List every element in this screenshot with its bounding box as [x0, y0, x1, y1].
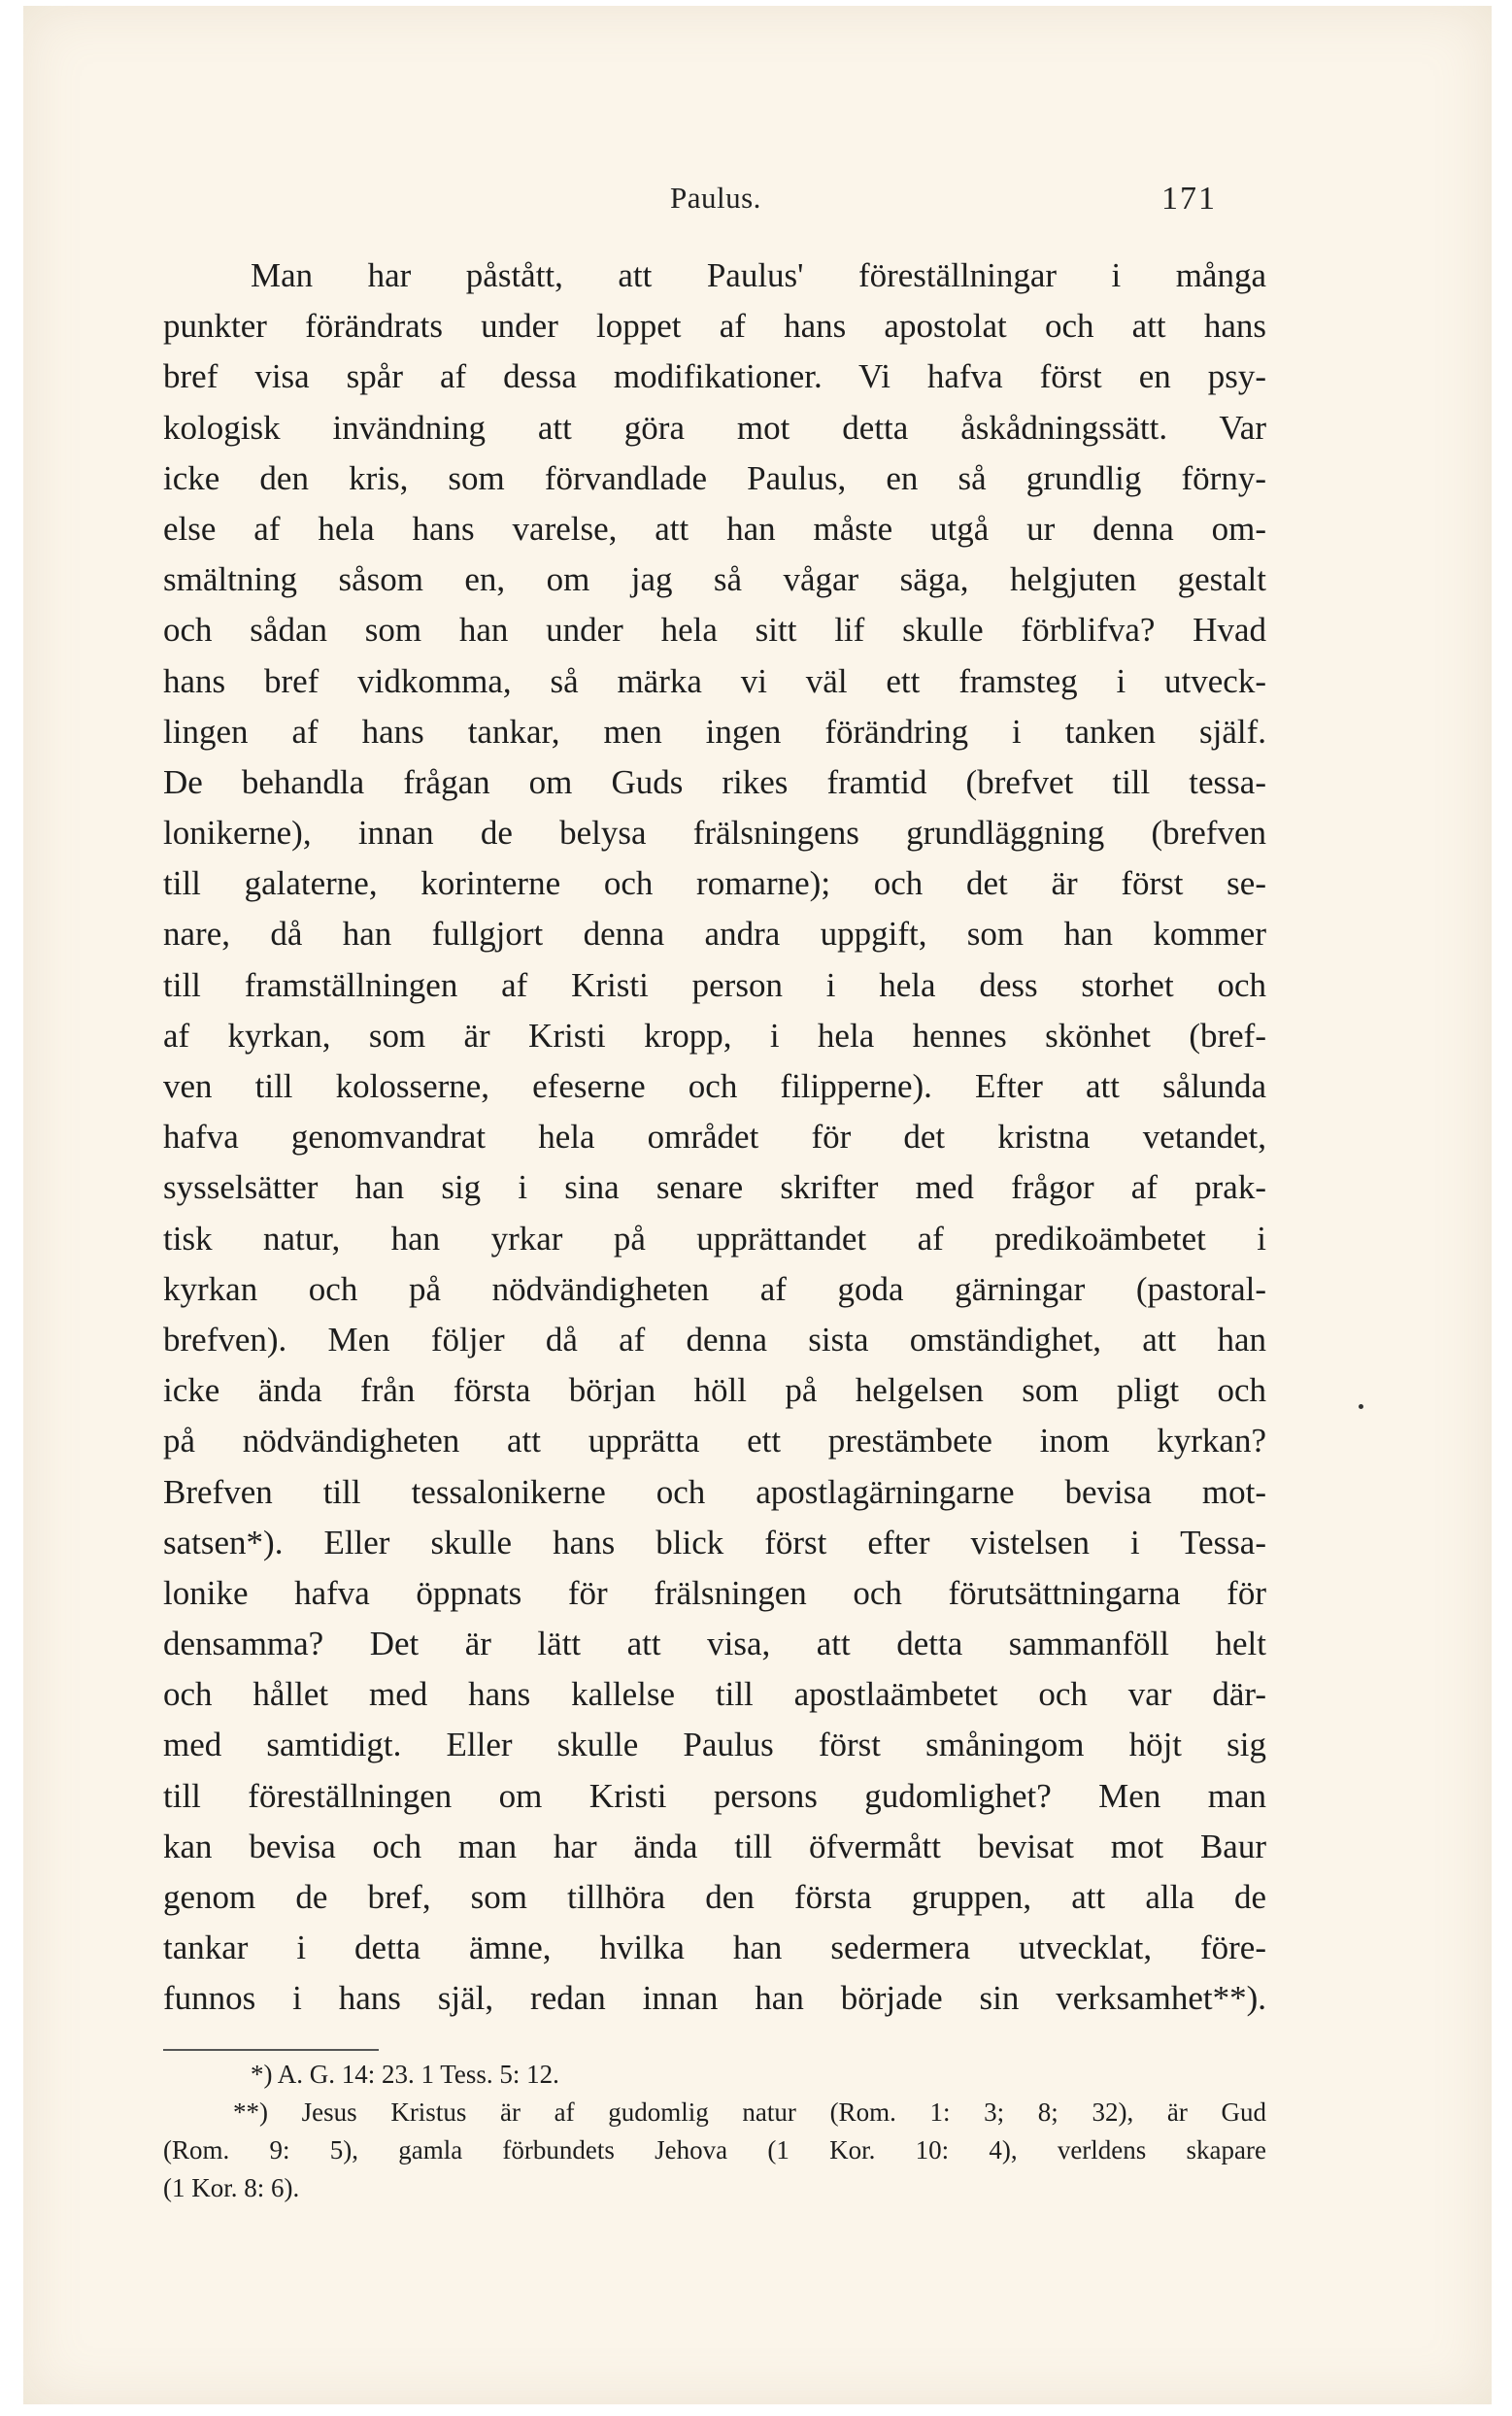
page-number: 171: [1161, 181, 1217, 217]
footnote-2-line: **) Jesus Kristus är af gudomlig natur (Rom. 1: 3; 8; 32), är Gud: [233, 2097, 1266, 2127]
text-line: satsen*). Eller skulle hans blick först efter vistelsen i Tessa-: [163, 1523, 1266, 1561]
text-line: genom de bref, som tillhöra den första gruppen, att alla de: [163, 1878, 1266, 1916]
text-line: lingen af hans tankar, men ingen förändring i tanken själf.: [163, 712, 1266, 751]
text-line: else af hela hans varelse, att han måste utgå ur denna om-: [163, 509, 1266, 548]
text-line: lonikerne), innan de belysa frälsningens grundläggning (brefven: [163, 814, 1266, 853]
text-line: icke den kris, som förvandlade Paulus, en så grundlig förny-: [163, 458, 1266, 497]
text-line: med samtidigt. Eller skulle Paulus först småningom höjt sig: [163, 1726, 1266, 1764]
text-line: Man har påstått, att Paulus' föreställningar i många: [251, 256, 1266, 294]
text-line: till framställningen af Kristi person i hela dess storhet och: [163, 965, 1266, 1004]
text-line: sysselsätter han sig i sina senare skrifter med frågor af prak-: [163, 1168, 1266, 1207]
margin-speck: [1359, 1404, 1363, 1409]
text-line: lonike hafva öppnats för frälsningen och förutsättningarna för: [163, 1573, 1266, 1612]
text-line: funnos i hans själ, redan innan han började sin verksamhet**).: [163, 1979, 1266, 2018]
footnote-2-line: (1 Kor. 8: 6).: [163, 2173, 300, 2202]
text-line: kyrkan och på nödvändigheten af goda gärningar (pastoral-: [163, 1269, 1266, 1308]
text-line: Brefven till tessalonikerne och apostlagärningarne bevisa mot-: [163, 1472, 1266, 1511]
footnote-1: *) A. G. 14: 23. 1 Tess. 5: 12.: [251, 2060, 559, 2089]
text-line: densamma? Det är lätt att visa, att detta sammanföll helt: [163, 1625, 1266, 1663]
text-line: punkter förändrats under loppet af hans apostolat och att hans: [163, 307, 1266, 346]
text-line: bref visa spår af dessa modifikationer. Vi hafva först en psy-: [163, 357, 1266, 396]
text-line: och sådan som han under hela sitt lif skulle förblifva? Hvad: [163, 611, 1266, 650]
text-line: brefven). Men följer då af denna sista omständighet, att han: [163, 1320, 1266, 1359]
text-line: kologisk invändning att göra mot detta åskådningssätt. Var: [163, 408, 1266, 447]
text-line: icke ända från första början höll på helgelsen som pligt och: [163, 1371, 1266, 1410]
text-line: på nödvändigheten att upprätta ett prestämbete inom kyrkan?: [163, 1422, 1266, 1460]
text-line: nare, då han fullgjort denna andra uppgift, som han kommer: [163, 915, 1266, 954]
text-line: ven till kolosserne, efeserne och filipperne). Efter att sålunda: [163, 1067, 1266, 1105]
footnotes: [163, 2056, 1266, 2207]
text-line: och hållet med hans kallelse till apostlaämbetet och var där-: [163, 1675, 1266, 1714]
text-line: till föreställningen om Kristi persons gudomlighet? Men man: [163, 1776, 1266, 1815]
main-text: [163, 251, 1266, 2025]
text-line: tisk natur, han yrkar på upprättandet af predikoämbetet i: [163, 1219, 1266, 1258]
text-line: smältning såsom en, om jag så vågar säga, helgjuten gestalt: [163, 560, 1266, 599]
footnote-rule: [163, 2049, 379, 2051]
running-title: Paulus.: [670, 181, 761, 215]
text-line: till galaterne, korinterne och romarne); och det är först se-: [163, 864, 1266, 903]
text-line: tankar i detta ämne, hvilka han sedermera utvecklat, före-: [163, 1929, 1266, 1967]
text-line: kan bevisa och man har ända till öfvermått bevisat mot Baur: [163, 1827, 1266, 1865]
footnote-2-line: (Rom. 9: 5), gamla förbundets Jehova (1 Kor. 10: 4), verldens skapare: [163, 2135, 1266, 2164]
page-header: [0, 181, 1512, 239]
text-line: De behandla frågan om Guds rikes framtid (brefvet till tessa-: [163, 762, 1266, 801]
text-line: hans bref vidkomma, så märka vi väl ett framsteg i utveck-: [163, 661, 1266, 700]
text-line: hafva genomvandrat hela området för det kristna vetandet,: [163, 1118, 1266, 1157]
text-line: af kyrkan, som är Kristi kropp, i hela hennes skönhet (bref-: [163, 1016, 1266, 1055]
